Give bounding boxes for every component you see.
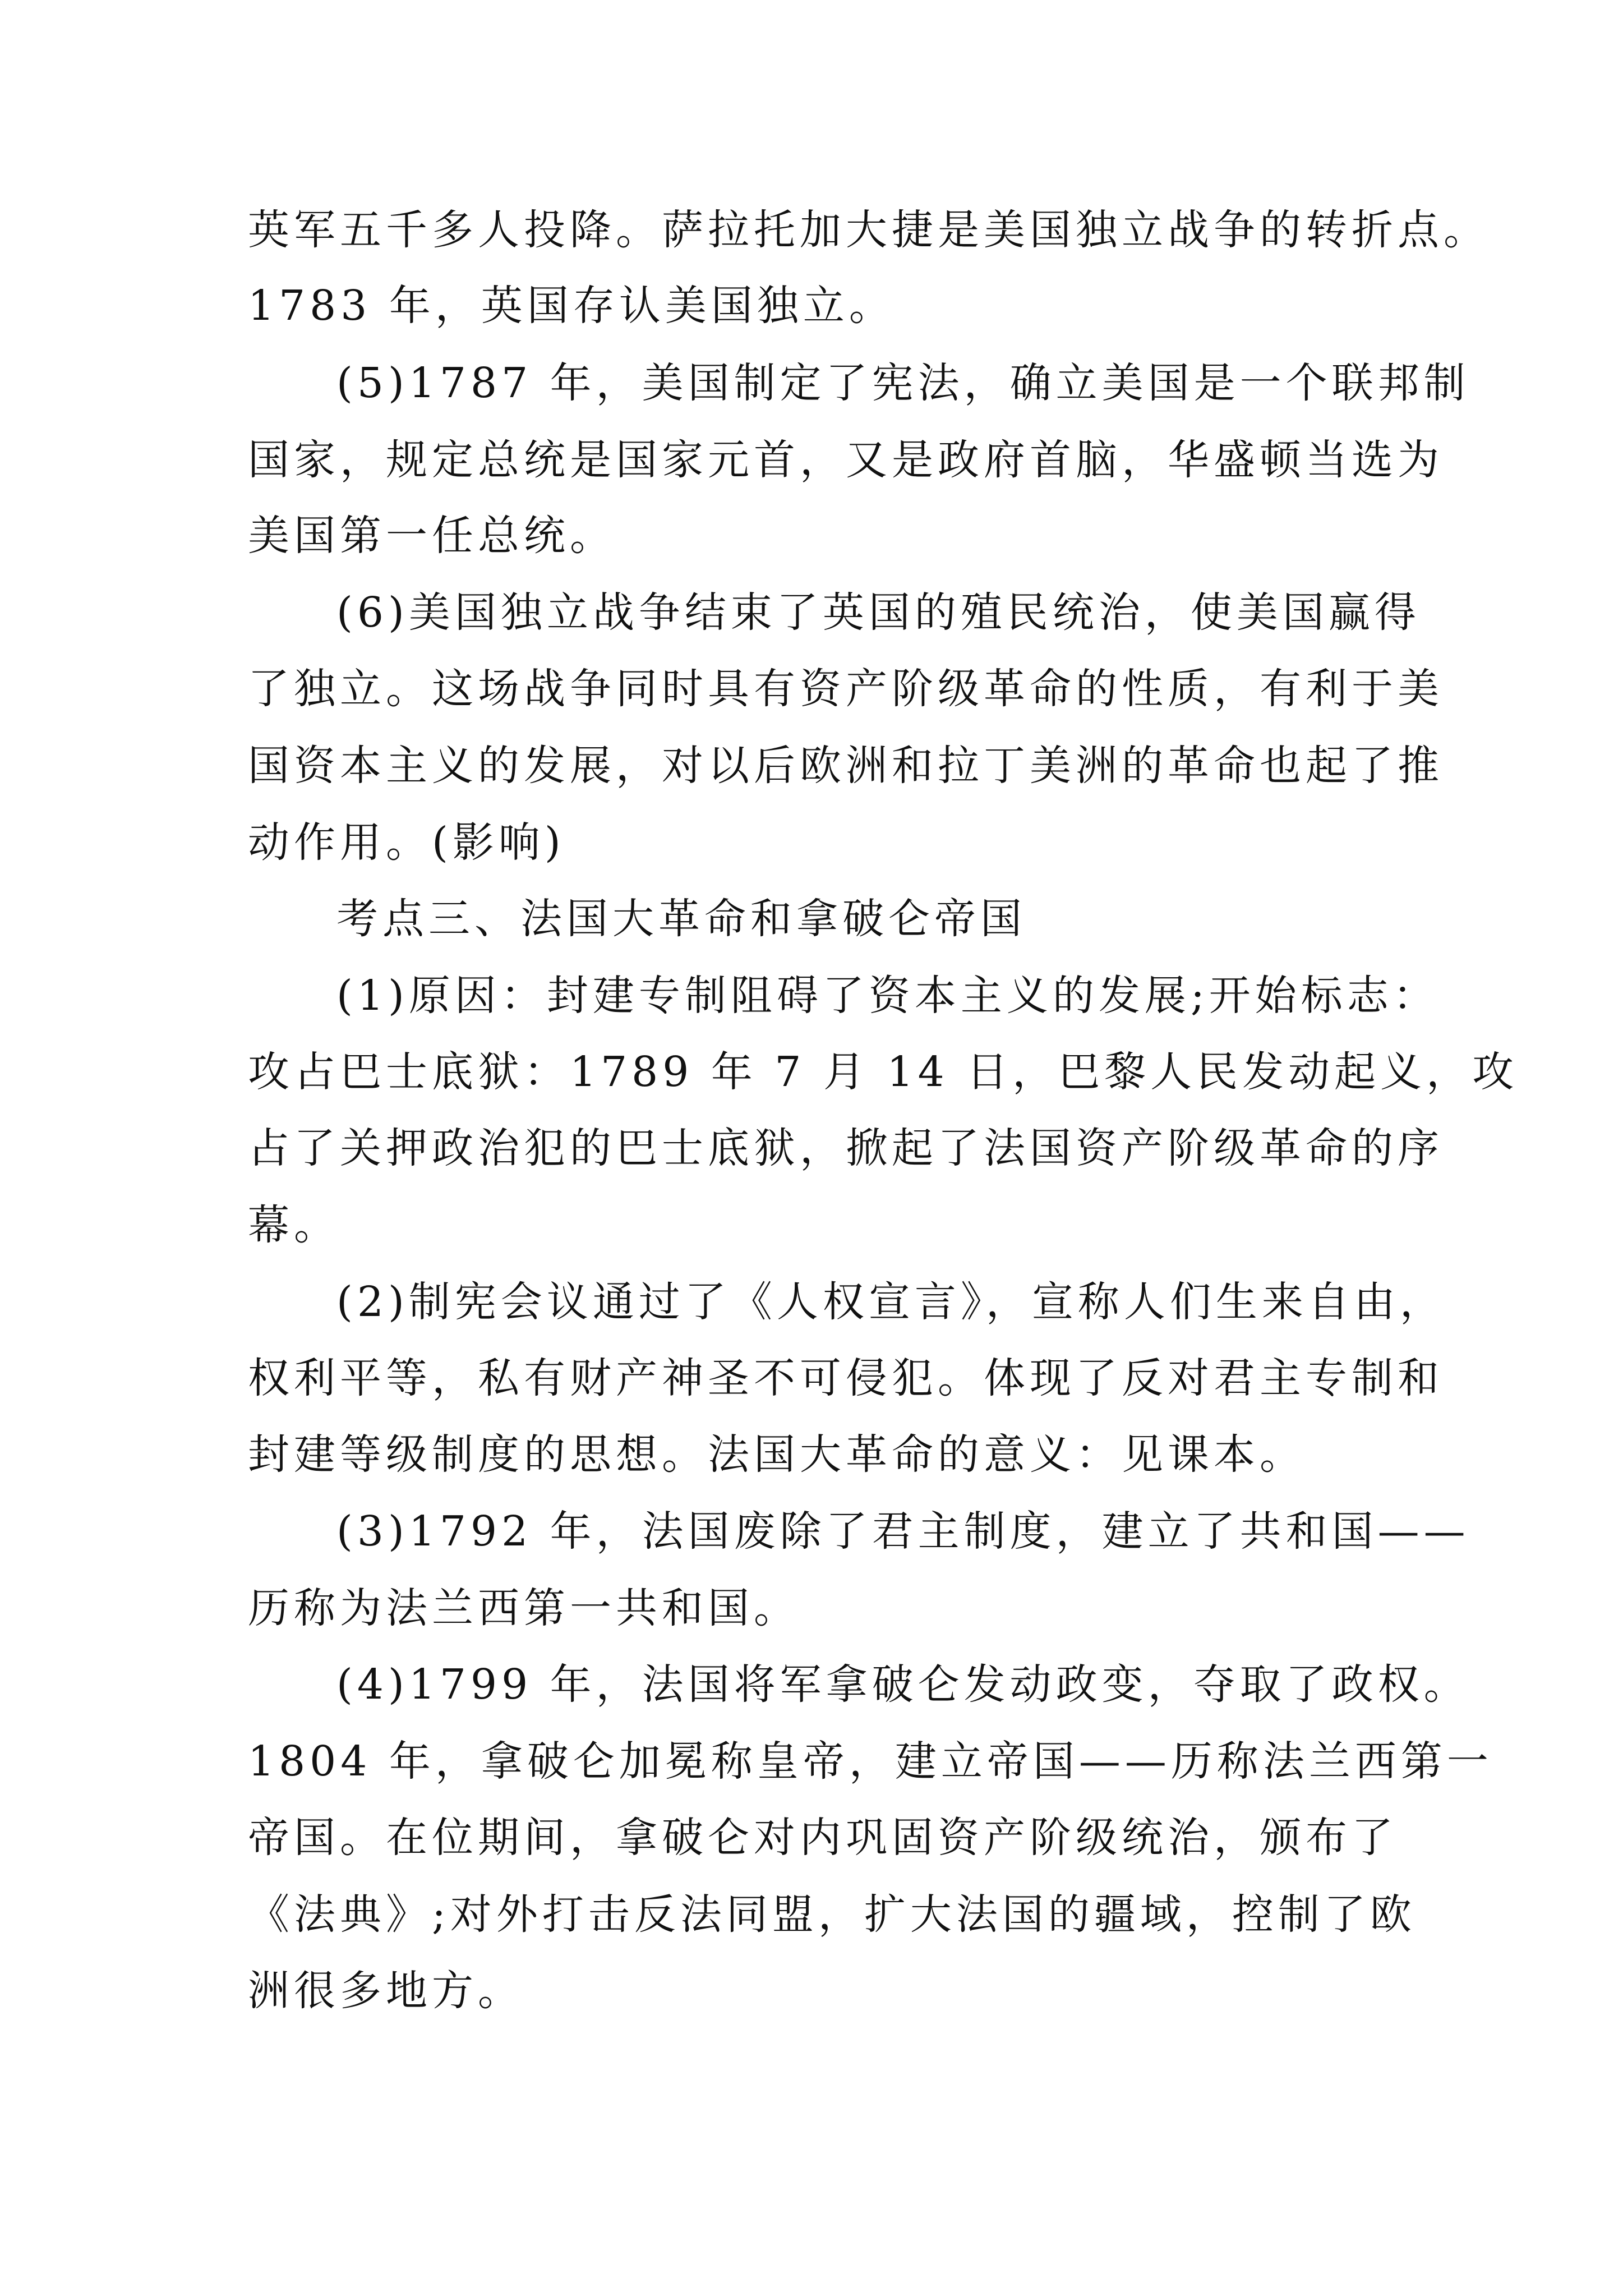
text-line: 攻占巴士底狱：1789 年 7 月 14 日，巴黎人民发动起义，攻 — [248, 1048, 1519, 1096]
text-line: 权利平等，私有财产神圣不可侵犯。体现了反对君主专制和 — [248, 1354, 1444, 1402]
text-line: 1783 年，英国存认美国独立。 — [248, 282, 895, 330]
text-line: (3)1792 年，法国废除了君主制度，建立了共和国—— — [336, 1507, 1470, 1556]
section-heading: 考点三、法国大革命和拿破仑帝国 — [336, 895, 1026, 943]
text-line: 动作用。(影响) — [248, 818, 565, 867]
text-line: (4)1799 年，法国将军拿破仑发动政变，夺取了政权。 — [336, 1660, 1470, 1709]
text-line: 1804 年，拿破仑加冕称皇帝，建立帝国——历称法兰西第一 — [248, 1737, 1493, 1786]
text-line: 英军五千多人投降。萨拉托加大捷是美国独立战争的转折点。 — [248, 206, 1490, 254]
text-line: 美国第一任总统。 — [248, 512, 616, 560]
text-line: 《法典》;对外打击反法同盟，扩大法国的疆域，控制了欧 — [248, 1890, 1416, 1939]
text-line: (2)制宪会议通过了《人权宣言》，宣称人们生来自由， — [336, 1278, 1446, 1326]
text-line: 幕。 — [248, 1201, 340, 1249]
text-line: (5)1787 年，美国制定了宪法，确立美国是一个联邦制 — [336, 359, 1470, 407]
text-line: 洲很多地方。 — [248, 1967, 524, 2015]
text-line: 封建等级制度的思想。法国大革命的意义：见课本。 — [248, 1430, 1306, 1479]
text-line: 占了关押政治犯的巴士底狱，掀起了法国资产阶级革命的序 — [248, 1124, 1444, 1172]
text-line: (1)原因：封建专制阻碍了资本主义的发展;开始标志： — [336, 972, 1439, 1020]
text-line: 国资本主义的发展，对以后欧洲和拉丁美洲的革命也起了推 — [248, 742, 1444, 790]
text-line: (6)美国独立战争结束了英国的殖民统治，使美国赢得 — [336, 588, 1421, 637]
text-line: 国家，规定总统是国家元首，又是政府首脑，华盛顿当选为 — [248, 436, 1444, 484]
text-line: 了独立。这场战争同时具有资产阶级革命的性质，有利于美 — [248, 665, 1444, 713]
text-line: 帝国。在位期间，拿破仑对内巩固资产阶级统治，颁布了 — [248, 1814, 1398, 1862]
text-line: 历称为法兰西第一共和国。 — [248, 1584, 800, 1632]
